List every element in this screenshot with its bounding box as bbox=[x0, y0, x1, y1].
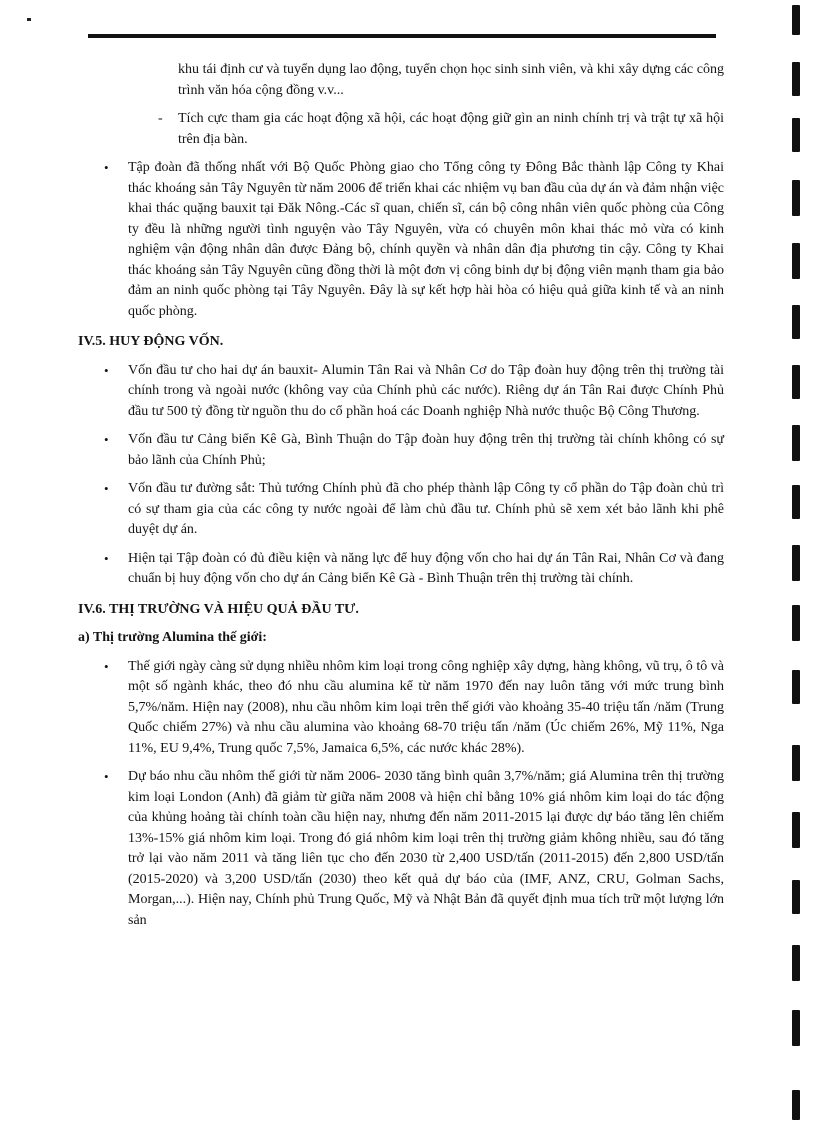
edge-mark bbox=[792, 1090, 800, 1120]
document-body bbox=[78, 60, 724, 939]
section-heading: IV.5. HUY ĐỘNG VỐN. bbox=[78, 334, 224, 349]
edge-mark bbox=[792, 605, 800, 641]
bullet-item-text: Hiện tại Tập đoàn có đủ điều kiện và năng lực để huy động vốn cho hai dự án Tân Rai, Nhân Cơ và đang chuẩn bị huy động vốn cho dự án Cảng biển Kê Gà - Bình Thuận trên thị trường tài chính. bbox=[128, 550, 724, 586]
bullet-marker: • bbox=[104, 658, 109, 674]
edge-mark bbox=[792, 485, 800, 519]
bullet-item bbox=[84, 549, 724, 590]
edge-mark bbox=[792, 305, 800, 339]
scan-speck bbox=[27, 18, 31, 21]
dash-item-text: Tích cực tham gia các hoạt động xã hội, các hoạt động giữ gìn an ninh chính trị và trật tự xã hội trên địa bàn. bbox=[178, 111, 724, 147]
edge-mark bbox=[792, 365, 800, 399]
edge-mark bbox=[792, 243, 800, 279]
bullet-item bbox=[84, 657, 724, 760]
edge-mark bbox=[792, 62, 800, 96]
bullet-marker: • bbox=[104, 769, 109, 784]
bullet-marker: • bbox=[104, 432, 109, 447]
continuation-paragraph: khu tái định cư và tuyển dụng lao động, tuyển chọn học sinh sinh viên, và khi xây dựng các công trình văn hóa cộng đồng v.v... bbox=[178, 62, 724, 98]
edge-mark bbox=[792, 945, 800, 981]
bullet-item-text: Dự báo nhu cầu nhôm thế giới từ năm 2006- 2030 tăng bình quân 3,7%/năm; giá Alumina trên thị trường kim loại London (Anh) đã giảm từ giữa năm 2008 và hiện chỉ bằng 10% giá nhôm kim loại do tác động của khủng hoảng tài chính toàn cầu hiện nay, nhưng đến năm 2011-2015 lại được dự báo tăng lên chiếm 13%-15% giá nhôm kim loại. Trong đó giá nhôm kim loại trên thị trường giảm không nhiều, sau đó tăng trở lại vào năm 2011 và tăng liên tục cho đến 2030 từ 2,400 USD/tấn (2011-2015) đến 2,800 USD/tấn (2015-2020) và 3,200 USD/tấn (2030) theo kết quả dự báo của (IMF, ANZ, CRU, Golman Sachs, Morgan,...). Hiện nay, Chính phủ Trung Quốc, Mỹ và Nhật Bản đã quyết định mua tích trữ một lượng lớn sản bbox=[128, 769, 724, 928]
edge-mark bbox=[792, 1010, 800, 1046]
bullet-item-text: Vốn đầu tư cho hai dự án bauxit- Alumin Tân Rai và Nhân Cơ do Tập đoàn huy động trên thị trường tài chính trong và ngoài nước (không vay của Chính phủ các nước). Riêng dự án Tân Rai được Chính Phủ đầu tư 500 tỷ đồng từ nguồn thu do cổ phần hoá các Doanh nghiệp Nhà nước thuộc Bộ Công Thương. bbox=[128, 362, 724, 419]
edge-mark bbox=[792, 118, 800, 152]
bullet-marker: • bbox=[104, 481, 109, 496]
bullet-item bbox=[84, 158, 724, 322]
binding-edge-marks bbox=[788, 0, 802, 1123]
bullet-item bbox=[84, 479, 724, 541]
edge-mark bbox=[792, 5, 800, 35]
edge-mark bbox=[792, 670, 800, 704]
edge-mark bbox=[792, 425, 800, 461]
section-heading: IV.6. THỊ TRƯỜNG VÀ HIỆU QUẢ ĐẦU TƯ. bbox=[78, 601, 359, 617]
bullet-marker: • bbox=[104, 550, 109, 566]
bullet-item-text: Vốn đầu tư đường sắt: Thủ tướng Chính phủ đã cho phép thành lập Công ty cổ phần do Tập đoàn chủ trì có sự tham gia của các công ty nước ngoài để làm chủ đầu tư. Chính phủ sẽ xem xét bảo lãnh khi phê duyệt dự án. bbox=[128, 481, 724, 537]
edge-mark bbox=[792, 880, 800, 914]
bullet-item-text: Tập đoàn đã thống nhất với Bộ Quốc Phòng giao cho Tổng công ty Đông Bắc thành lập Công ty Khai thác khoáng sản Tây Nguyên từ năm 2006 để triển khai các nhiệm vụ ban đầu của dự án và đảm nhận việc khai thác quặng bauxit tại Đăk Nông.-Các sĩ quan, chiến sĩ, cán bộ công nhân viên quốc phòng của Công ty đều là những người tình nguyện vào Tây Nguyên, vừa có chuyên môn khai thác mỏ vừa có kinh nghiệm vận động nhân dân được Đảng bộ, chính quyền và nhân dân địa phương tin cậy. Công ty Khai thác khoáng sản Tây Nguyên cũng đồng thời là một đơn vị công binh dự bị động viên mạnh tham gia bảo đảm an ninh quốc phòng tại Tây Nguyên. Đây là sự kết hợp hài hòa có hiệu quả giữa kinh tế và an ninh quốc phòng. bbox=[128, 160, 724, 319]
dash-item bbox=[84, 109, 724, 150]
subsection-heading: a) Thị trường Alumina thế giới: bbox=[78, 630, 267, 645]
edge-mark bbox=[792, 180, 800, 216]
bullet-item-text: Thế giới ngày càng sử dụng nhiều nhôm kim loại trong công nghiệp xây dựng, hàng không, vũ trụ, ô tô và một số ngành khác, theo đó nhu cầu alumina kể từ năm 1970 đến nay luôn tăng với mức trung bình 5,7%/năm. Hiện nay (2008), nhu cầu nhôm kim loại trên thế giới vào khoảng 35-40 triệu tấn /năm (Trung Quốc chiếm 27%) và nhu cầu alumina vào khoảng 68-70 triệu tấn /năm (Úc chiếm 26%, Mỹ 11%, Nga 11%, EU 9,4%, Trung quốc 7,5%, Jamaica 6,5%, các nước khác 28%). bbox=[128, 658, 724, 756]
bullet-item bbox=[84, 430, 724, 471]
edge-mark bbox=[792, 812, 800, 848]
edge-mark bbox=[792, 545, 800, 581]
dash-marker: - bbox=[158, 111, 163, 126]
bullet-item bbox=[84, 767, 724, 931]
bullet-marker: • bbox=[104, 160, 109, 175]
bullet-marker: • bbox=[104, 362, 109, 378]
bullet-item bbox=[84, 361, 724, 423]
edge-mark bbox=[792, 745, 800, 781]
header-rule bbox=[88, 34, 716, 38]
bullet-item-text: Vốn đầu tư Cảng biển Kê Gà, Bình Thuận do Tập đoàn huy động trên thị trường tài chính không có sự bảo lãnh của Chính Phủ; bbox=[128, 432, 724, 468]
